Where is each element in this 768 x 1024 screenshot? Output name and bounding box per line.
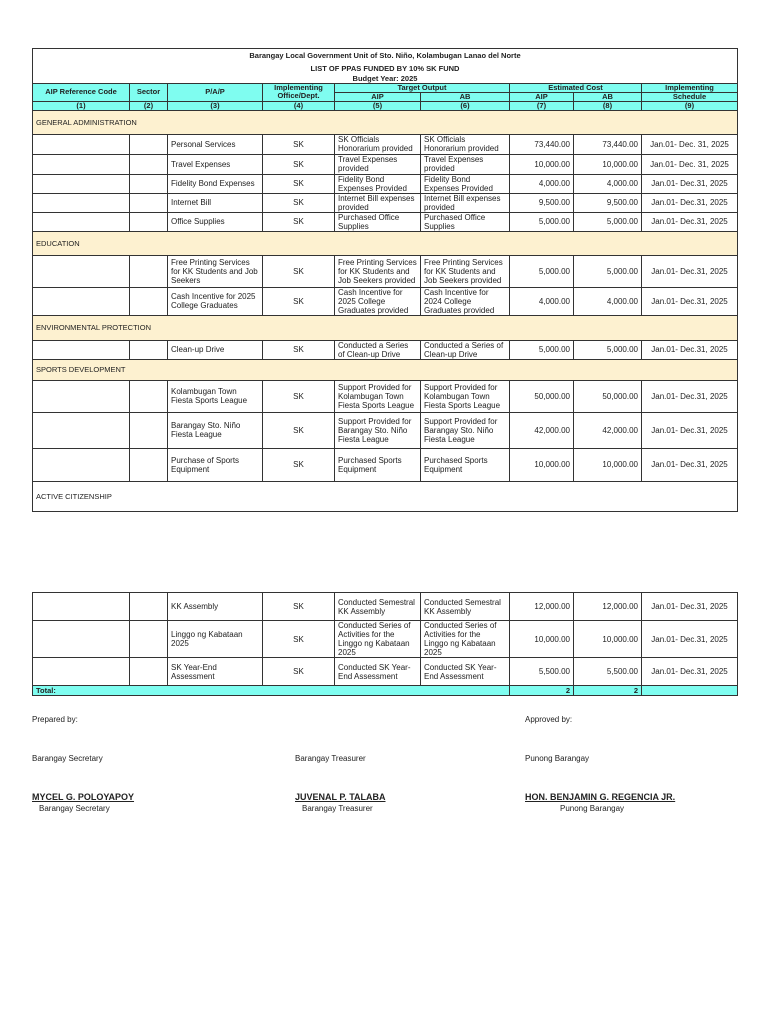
col-num: (7) [510, 101, 574, 110]
header-line2: LIST OF PPAS FUNDED BY 10% SK FUND [33, 63, 738, 74]
table-cell: 12,000.00 [510, 593, 574, 621]
total-row [33, 686, 738, 696]
table-cell [130, 621, 168, 658]
table-cell: 42,000.00 [510, 412, 574, 448]
table-cell: Jan.01- Dec.31, 2025 [642, 658, 738, 686]
table-cell [33, 380, 130, 412]
table-cell: Internet Bill expenses provided [421, 193, 510, 212]
approved-by-label: Approved by: [525, 715, 573, 724]
table-cell: Travel Expenses [168, 154, 263, 174]
table-cell: Jan.01- Dec.31, 2025 [642, 412, 738, 448]
table-cell: Jan.01- Dec.31, 2025 [642, 621, 738, 658]
table-cell [130, 174, 168, 193]
table-cell: Conducted a Series of Clean-up Drive [335, 340, 421, 359]
table-row [33, 340, 738, 359]
table-cell: 5,000.00 [510, 255, 574, 287]
section-general-administration: GENERAL ADMINISTRATION [33, 110, 738, 134]
table-cell [130, 212, 168, 231]
table-cell [33, 658, 130, 686]
table-cell: Conducted SK Year-End Assessment [335, 658, 421, 686]
table-cell: Jan.01- Dec.31, 2025 [642, 448, 738, 481]
table-cell: Travel Expenses provided [421, 154, 510, 174]
table-cell: Purchase of Sports Equipment [168, 448, 263, 481]
col-num: (1) [33, 101, 130, 110]
table-row [33, 658, 738, 686]
table-row [33, 193, 738, 212]
role-barangay-secretary: Barangay Secretary [32, 754, 103, 763]
table-cell: 4,000.00 [574, 174, 642, 193]
table-cell: Support Provided for Barangay Sto. Niño Fiesta League [335, 412, 421, 448]
table-cell: 5,000.00 [574, 212, 642, 231]
col-aip-output: AIP [335, 92, 421, 101]
table-cell: 12,000.00 [574, 593, 642, 621]
table-cell: Linggo ng Kabataan 2025 [168, 621, 263, 658]
table-cell: SK [263, 658, 335, 686]
table-cell: Cash Incentive for 2025 College Graduates provided [335, 287, 421, 315]
col-aip-ref: AIP Reference Code [33, 83, 130, 101]
table-cell: 9,500.00 [510, 193, 574, 212]
col-num: (2) [130, 101, 168, 110]
table-row [33, 412, 738, 448]
section-environmental-protection: ENVIRONMENTAL PROTECTION [33, 315, 738, 340]
table-cell: Conducted Series of Activities for the Linggo ng Kabataan 2025 [421, 621, 510, 658]
table-cell [130, 287, 168, 315]
table-cell: Jan.01- Dec. 31, 2025 [642, 134, 738, 154]
table-cell: KK Assembly [168, 593, 263, 621]
table-cell: Jan.01- Dec.31, 2025 [642, 380, 738, 412]
col-ab-output: AB [421, 92, 510, 101]
table-cell: Jan.01- Dec. 31, 2025 [642, 154, 738, 174]
table-row [33, 621, 738, 658]
table-cell: 42,000.00 [574, 412, 642, 448]
total-ab: 2 [574, 686, 642, 696]
table-cell: SK [263, 448, 335, 481]
table-cell: Support Provided for Barangay Sto. Niño Fiesta League [421, 412, 510, 448]
table-cell [33, 154, 130, 174]
table-cell: 5,000.00 [574, 255, 642, 287]
table-cell [130, 193, 168, 212]
table-cell: Jan.01- Dec.31, 2025 [642, 212, 738, 231]
table-cell: Conducted Series of Activities for the Linggo ng Kabataan 2025 [335, 621, 421, 658]
col-target-output: Target Output [335, 83, 510, 92]
ppas-table [32, 48, 738, 512]
table-cell: 73,440.00 [574, 134, 642, 154]
table-cell: 4,000.00 [510, 174, 574, 193]
table-cell: SK [263, 193, 335, 212]
table-cell [33, 193, 130, 212]
header-line1: Barangay Local Government Unit of Sto. Niño, Kolambugan Lanao del Norte [33, 49, 738, 63]
signatory-treasurer-name: JUVENAL P. TALABA [295, 792, 386, 802]
table-cell [33, 448, 130, 481]
signatory-secretary-role: Barangay Secretary [39, 804, 110, 813]
table-cell [33, 340, 130, 359]
table-cell: Free Printing Services for KK Students and Job Seekers provided [421, 255, 510, 287]
table-cell: Internet Bill [168, 193, 263, 212]
table-cell: 5,000.00 [574, 340, 642, 359]
table-cell [130, 380, 168, 412]
table-cell: 10,000.00 [510, 154, 574, 174]
table-cell: 4,000.00 [510, 287, 574, 315]
table-cell: Conducted a Series of Clean-up Drive [421, 340, 510, 359]
table-cell: Jan.01- Dec.31, 2025 [642, 174, 738, 193]
table-cell: 50,000.00 [510, 380, 574, 412]
table-cell: Jan.01- Dec.31, 2025 [642, 255, 738, 287]
col-num: (8) [574, 101, 642, 110]
signatory-treasurer-role: Barangay Treasurer [302, 804, 373, 813]
table-cell: SK [263, 212, 335, 231]
table-cell: Jan.01- Dec.31, 2025 [642, 593, 738, 621]
table-cell [130, 412, 168, 448]
table-cell: 10,000.00 [510, 621, 574, 658]
table-cell [130, 658, 168, 686]
table-cell [33, 134, 130, 154]
table-cell [130, 134, 168, 154]
table-cell: SK Officials Honorarium provided [335, 134, 421, 154]
col-piap: P/A/P [168, 83, 263, 101]
table-cell: Conducted SK Year-End Assessment [421, 658, 510, 686]
col-sector: Sector [130, 83, 168, 101]
table-cell: 5,500.00 [510, 658, 574, 686]
table-row [33, 448, 738, 481]
col-num: (5) [335, 101, 421, 110]
table-cell: 10,000.00 [510, 448, 574, 481]
table-cell: Purchased Sports Equipment [421, 448, 510, 481]
col-implementing: Implementing [642, 83, 738, 92]
table-cell [130, 593, 168, 621]
col-aip-cost: AIP [510, 92, 574, 101]
table-row [33, 212, 738, 231]
prepared-by-label: Prepared by: [32, 715, 78, 724]
role-barangay-treasurer: Barangay Treasurer [295, 754, 366, 763]
table-row [33, 380, 738, 412]
table-cell: SK [263, 380, 335, 412]
table-cell [642, 686, 738, 696]
table-cell: Conducted Semestral KK Assembly [421, 593, 510, 621]
table-cell [130, 154, 168, 174]
table-cell: SK [263, 174, 335, 193]
table-cell: Purchased Sports Equipment [335, 448, 421, 481]
table-cell: 10,000.00 [574, 154, 642, 174]
table-cell: SK [263, 154, 335, 174]
table-cell [33, 412, 130, 448]
table-cell: Kolambugan Town Fiesta Sports League [168, 380, 263, 412]
table-cell: Support Provided for Kolambugan Town Fiesta Sports League [421, 380, 510, 412]
table-cell: 10,000.00 [574, 448, 642, 481]
signatory-secretary-name: MYCEL G. POLOYAPOY [32, 792, 135, 802]
table-cell: SK [263, 412, 335, 448]
section-education: EDUCATION [33, 231, 738, 255]
table-cell [130, 340, 168, 359]
table-cell: Cash Incentive for 2025 College Graduates [168, 287, 263, 315]
table-cell: Purchased Office Supplies [335, 212, 421, 231]
table-cell: Free Printing Services for KK Students and Job Seekers provided [335, 255, 421, 287]
table-row [33, 134, 738, 154]
table-cell [33, 621, 130, 658]
table-row [33, 593, 738, 621]
table-cell: 5,000.00 [510, 212, 574, 231]
total-aip: 2 [510, 686, 574, 696]
table-cell [33, 174, 130, 193]
table-cell [33, 593, 130, 621]
table-cell: 10,000.00 [574, 621, 642, 658]
role-punong-barangay: Punong Barangay [525, 754, 590, 763]
table-cell: Barangay Sto. Niño Fiesta League [168, 412, 263, 448]
table-cell: Jan.01- Dec.31, 2025 [642, 340, 738, 359]
table-row [33, 174, 738, 193]
col-num: (4) [263, 101, 335, 110]
signatory-punong-barangay-name: HON. BENJAMIN G. REGENCIA JR. [525, 792, 676, 802]
col-schedule: Schedule [642, 92, 738, 101]
section-active-citizenship: ACTIVE CITIZENSHIP [33, 481, 738, 511]
table-cell: Purchased Office Supplies [421, 212, 510, 231]
col-num: (3) [168, 101, 263, 110]
table-cell: 5,500.00 [574, 658, 642, 686]
signatory-punong-barangay-role: Punong Barangay [560, 804, 625, 813]
table-cell: Clean-up Drive [168, 340, 263, 359]
table-cell: 5,000.00 [510, 340, 574, 359]
table-cell: Travel Expenses provided [335, 154, 421, 174]
col-num: (6) [421, 101, 510, 110]
table-cell: Fidelity Bond Expenses [168, 174, 263, 193]
table-cell: SK Officials Honorarium provided [421, 134, 510, 154]
table-cell: Jan.01- Dec.31, 2025 [642, 193, 738, 212]
table-cell: 73,440.00 [510, 134, 574, 154]
table-cell: SK [263, 134, 335, 154]
table-row [33, 287, 738, 315]
table-cell: Cash Incentive for 2024 College Graduates provided [421, 287, 510, 315]
table-cell: SK [263, 621, 335, 658]
table-cell: SK [263, 255, 335, 287]
header-line3: Budget Year: 2025 [33, 74, 738, 84]
table-cell: 9,500.00 [574, 193, 642, 212]
total-label: Total: [33, 686, 510, 696]
table-cell [33, 287, 130, 315]
table-cell: Fidelity Bond Expenses Provided [335, 174, 421, 193]
table-cell: Fidelity Bond Expenses Provided [421, 174, 510, 193]
section-sports-development: SPORTS DEVELOPMENT [33, 359, 738, 380]
table-cell: SK Year-End Assessment [168, 658, 263, 686]
table-cell: Free Printing Services for KK Students and Job Seekers [168, 255, 263, 287]
table-row [33, 154, 738, 174]
table-cell: Conducted Semestral KK Assembly [335, 593, 421, 621]
col-office: Implementing Office/Dept. [263, 83, 335, 101]
ppas-table-continued [32, 592, 738, 696]
table-cell: Office Supplies [168, 212, 263, 231]
table-cell: SK [263, 287, 335, 315]
table-cell [130, 448, 168, 481]
table-cell: Support Provided for Kolambugan Town Fiesta Sports League [335, 380, 421, 412]
table-cell: Jan.01- Dec.31, 2025 [642, 287, 738, 315]
col-num: (9) [642, 101, 738, 110]
table-cell: SK [263, 593, 335, 621]
table-cell [33, 212, 130, 231]
col-estimated-cost: Estimated Cost [510, 83, 642, 92]
table-cell: 50,000.00 [574, 380, 642, 412]
table-cell: Internet Bill expenses provided [335, 193, 421, 212]
table-cell: 4,000.00 [574, 287, 642, 315]
col-ab-cost: AB [574, 92, 642, 101]
table-row [33, 255, 738, 287]
table-cell [33, 255, 130, 287]
table-cell: Personal Services [168, 134, 263, 154]
table-cell: SK [263, 340, 335, 359]
table-cell [130, 255, 168, 287]
